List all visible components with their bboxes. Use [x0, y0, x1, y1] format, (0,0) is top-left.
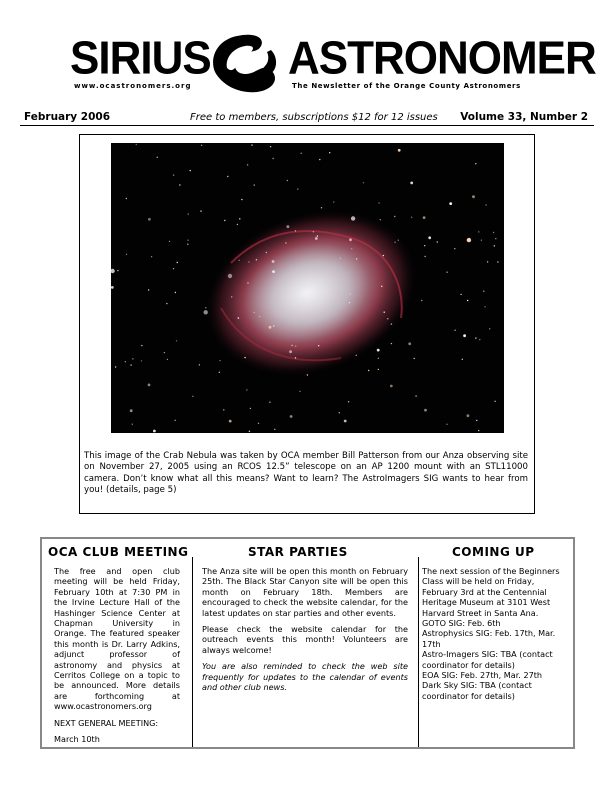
coming-up-item: GOTO SIG: Feb. 6th	[422, 618, 501, 629]
star-parties-p1: The Anza site will be open this month on February 25th. The Black Star Canyon site will be open this month on February 18th. Members are encouraged to check the website calendar, for the latest updates on star parties and other events.	[202, 566, 408, 618]
star	[378, 358, 379, 359]
star	[368, 370, 369, 371]
star	[319, 159, 320, 160]
star	[273, 325, 274, 326]
star	[391, 343, 392, 344]
star	[489, 328, 490, 329]
coming-up-item: Dark Sky SIG: TBA (contact coordinator for details)	[422, 680, 532, 701]
star	[463, 334, 466, 337]
star	[173, 268, 174, 269]
star	[246, 389, 247, 390]
star	[349, 302, 350, 303]
star	[314, 298, 315, 299]
star	[177, 262, 178, 263]
star	[454, 248, 455, 249]
star	[391, 323, 392, 324]
star	[398, 240, 399, 241]
star	[247, 282, 248, 283]
star	[481, 240, 482, 241]
star	[487, 261, 488, 262]
star	[228, 274, 232, 278]
star	[424, 256, 425, 257]
star	[387, 318, 388, 319]
star	[428, 236, 431, 239]
star	[241, 199, 242, 200]
next-meeting-label: NEXT GENERAL MEETING:	[54, 717, 159, 728]
star	[315, 237, 318, 240]
star	[136, 144, 137, 145]
header-rule	[20, 125, 594, 126]
star	[329, 152, 330, 153]
star	[187, 240, 188, 241]
star	[188, 213, 189, 214]
star	[344, 420, 347, 423]
star	[111, 286, 114, 289]
club-meeting-column	[42, 539, 192, 747]
star	[472, 195, 475, 198]
star	[478, 231, 479, 232]
issue-date: February 2006	[24, 111, 111, 123]
star	[411, 217, 412, 218]
star	[175, 292, 176, 293]
star	[248, 261, 249, 262]
star	[272, 260, 275, 263]
star	[394, 242, 395, 243]
star	[299, 391, 300, 392]
club-meeting-heading: OCA CLUB MEETING	[48, 545, 189, 559]
star	[460, 294, 461, 295]
star	[446, 272, 447, 273]
star	[249, 431, 250, 432]
star	[423, 216, 426, 219]
star	[285, 242, 286, 243]
star	[295, 346, 296, 347]
star	[175, 420, 176, 421]
star	[363, 182, 364, 183]
star	[239, 218, 240, 219]
star	[333, 201, 334, 202]
star	[254, 312, 255, 313]
star	[238, 318, 239, 319]
club-meeting-body: The free and open club meeting will be held Friday, February 10th at 7:30 PM in the Irvine Lecture Hall of the Hashinger Science Center at Chapman University in Orange. The featured speaker this month is Dr. Larry Adkins, adjunct professor of astronomy and physics at Cerritos College on a topic to be announced. More details are forthcoming at www.ocastronomers.org	[54, 566, 180, 712]
star	[176, 340, 177, 341]
photo-caption: This image of the Crab Nebula was taken by OCA member Bill Patterson from our Anza observing site on November 27, 2005 using an RCOS 12.5” telescope on an AP 1200 mount with an STL11000 camera. Don’t know what all this means? Want to learn? The AstroImagers SIG wants to hear from you! (details, page 5)	[84, 451, 528, 495]
star	[408, 342, 411, 345]
masthead-title-left: SIRIUS	[70, 32, 211, 85]
star	[485, 204, 486, 205]
star	[169, 241, 170, 242]
star	[497, 261, 498, 262]
star	[130, 364, 131, 365]
star	[467, 238, 471, 242]
star	[318, 345, 319, 346]
star	[307, 374, 308, 375]
star	[437, 241, 438, 242]
star	[390, 385, 393, 388]
coming-up-heading: COMING UP	[452, 545, 535, 559]
star	[269, 402, 270, 403]
masthead-title-right: ASTRONOMER	[288, 32, 596, 85]
star	[179, 184, 180, 185]
star	[244, 357, 245, 358]
star	[227, 176, 228, 177]
star	[494, 245, 495, 246]
star	[415, 395, 416, 396]
star	[475, 337, 476, 338]
issue-bar	[20, 111, 592, 125]
info-box	[40, 537, 575, 749]
star	[224, 220, 225, 221]
star	[356, 258, 357, 259]
star	[205, 307, 206, 308]
star	[272, 270, 275, 273]
star-parties-body	[202, 566, 408, 698]
star	[291, 345, 292, 346]
star	[132, 424, 133, 425]
star	[313, 231, 314, 232]
star	[199, 364, 200, 365]
star	[148, 218, 151, 221]
star	[151, 256, 152, 257]
star	[256, 259, 257, 260]
star	[287, 180, 288, 181]
star	[237, 224, 238, 225]
star	[384, 312, 385, 313]
star	[475, 163, 476, 164]
star	[351, 216, 355, 220]
star	[479, 339, 480, 340]
star	[377, 349, 380, 352]
star	[247, 164, 248, 165]
star	[173, 174, 174, 175]
star	[274, 429, 275, 430]
crab-nebula-image	[111, 143, 504, 433]
star	[148, 384, 151, 387]
star	[231, 296, 232, 297]
star	[378, 369, 379, 370]
star	[269, 326, 272, 329]
star	[251, 144, 252, 145]
star	[421, 300, 422, 301]
star	[166, 303, 167, 304]
masthead-logo-icon	[205, 28, 283, 98]
star	[467, 300, 468, 301]
star	[301, 153, 302, 154]
star-parties-p2: Please check the website calendar for the outreach events this month! Volunteers are always welcome!	[202, 624, 408, 655]
star	[239, 260, 240, 261]
star	[381, 286, 382, 287]
club-meeting-body-block	[54, 566, 180, 751]
star	[383, 255, 384, 256]
star	[462, 359, 463, 360]
star-parties-heading: STAR PARTIES	[248, 545, 348, 559]
coming-up-body	[422, 566, 568, 701]
star	[297, 188, 298, 189]
star	[115, 366, 116, 367]
star	[295, 357, 296, 358]
star	[132, 358, 133, 359]
star	[295, 230, 296, 231]
star	[339, 412, 340, 413]
star-parties-p3: You are also reminded to check the web site frequently for updates to the calendar of events and other club news.	[202, 661, 408, 693]
star	[483, 291, 484, 292]
coming-up-column	[418, 539, 573, 747]
star	[254, 184, 255, 185]
star	[348, 401, 349, 402]
star	[201, 145, 202, 146]
star	[117, 270, 118, 271]
star	[192, 396, 193, 397]
star	[141, 360, 142, 361]
star	[340, 258, 341, 259]
star	[229, 420, 232, 423]
star	[148, 289, 149, 290]
star	[287, 225, 290, 228]
star	[167, 359, 168, 360]
star	[157, 157, 158, 158]
star	[410, 182, 413, 185]
star	[394, 216, 395, 217]
star	[424, 245, 425, 246]
star	[380, 219, 381, 220]
star	[493, 232, 494, 233]
star	[321, 207, 322, 208]
issue-pricing: Free to members, subscriptions $12 for 12 issues	[190, 112, 438, 123]
star	[424, 409, 427, 412]
star	[266, 252, 267, 253]
star	[190, 170, 191, 171]
star	[219, 372, 220, 373]
star	[259, 316, 260, 317]
star	[164, 352, 165, 353]
star	[495, 238, 496, 239]
star	[141, 345, 142, 346]
star	[398, 149, 401, 152]
star	[378, 202, 379, 203]
star	[125, 361, 126, 362]
star	[449, 202, 452, 205]
star	[356, 355, 357, 356]
coming-up-item: Astrophysics SIG: Feb. 17th, Mar. 17th	[422, 628, 556, 649]
masthead-subtitle: The Newsletter of the Orange County Astronomers	[292, 82, 521, 90]
star	[126, 198, 127, 199]
star	[414, 358, 415, 359]
star	[484, 306, 485, 307]
star	[446, 424, 447, 425]
star	[290, 415, 293, 418]
masthead-url[interactable]: www.ocastronomers.org	[74, 82, 192, 90]
star	[130, 409, 133, 412]
star	[204, 310, 208, 314]
star	[126, 254, 127, 255]
star	[250, 408, 251, 409]
star	[349, 238, 352, 241]
star	[223, 409, 224, 410]
star	[350, 293, 351, 294]
coming-up-item: EOA SIG: Feb. 27th, Mar. 27th	[422, 670, 543, 681]
star	[219, 360, 220, 361]
star	[467, 414, 470, 417]
star	[200, 210, 201, 211]
coming-up-item: Astro-Imagers SIG: TBA (contact coordinator for details)	[422, 649, 553, 670]
next-meeting-date: March 10th	[54, 734, 100, 745]
star	[187, 244, 188, 245]
star	[454, 330, 455, 331]
star	[317, 235, 318, 236]
star	[494, 401, 495, 402]
star	[476, 420, 477, 421]
star	[289, 350, 292, 353]
issue-volume: Volume 33, Number 2	[460, 111, 588, 123]
star	[153, 430, 156, 433]
star	[270, 146, 271, 147]
star	[258, 423, 259, 424]
star	[478, 430, 479, 431]
star	[351, 248, 352, 249]
star	[272, 158, 273, 159]
coming-up-intro: The next session of the Beginners Class will be held on Friday, February 3rd at the Centennial Heritage Museum at 3101 West Harvard Street in Santa Ana.	[422, 566, 560, 618]
